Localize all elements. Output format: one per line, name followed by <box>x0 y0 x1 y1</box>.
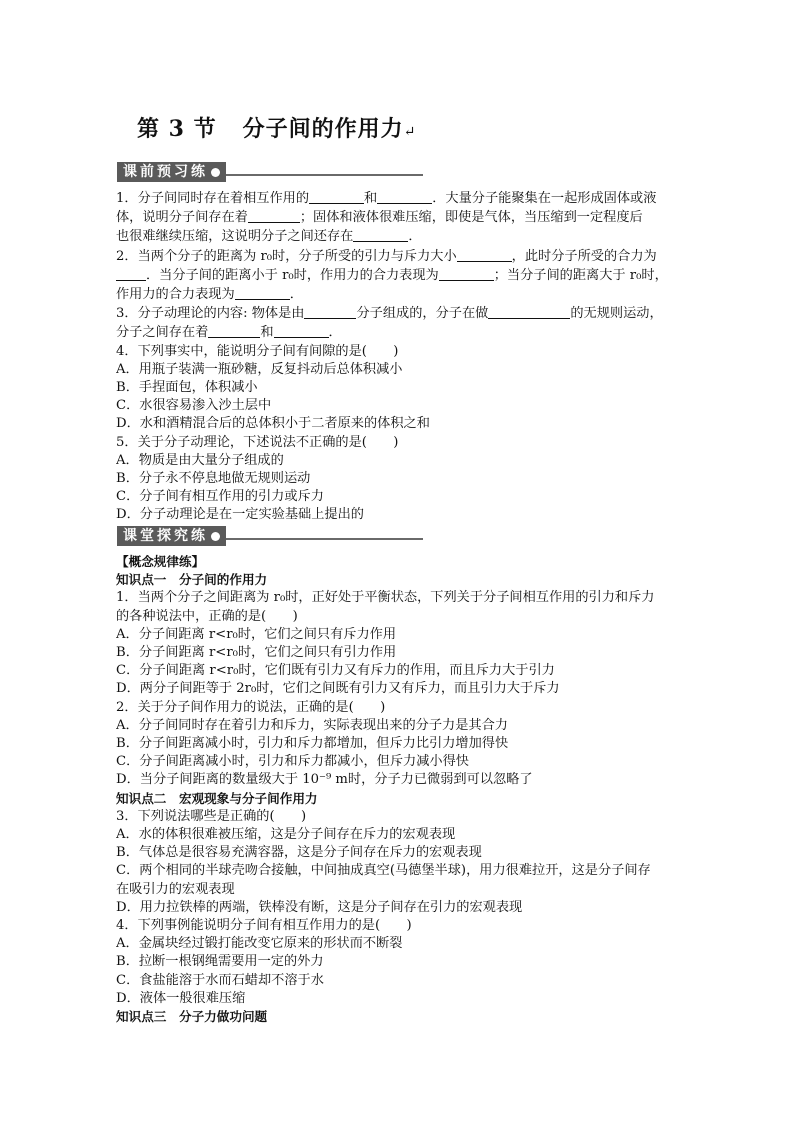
option-b[interactable]: B．气体总是很容易充满容器，这是分子间存在斥力的宏观表现 <box>116 845 482 861</box>
question-stem: 的各种说法中，正确的是( ) <box>116 608 298 624</box>
answer-blank[interactable] <box>116 266 146 281</box>
banner-tag <box>117 526 226 546</box>
dot-icon <box>211 168 220 177</box>
banner-rule <box>226 174 423 176</box>
option-c-continued[interactable]: 在吸引力的宏观表现 <box>116 881 235 897</box>
question-line: 分子之间存在着 和 ． <box>116 325 342 341</box>
section-name: 分子间的作用力 <box>242 116 404 142</box>
question-line: 体，说明分子间存在着 ；固体和液体很难压缩，即使是气体，当压缩到一定程度后 <box>116 210 643 226</box>
option-d[interactable]: D．液体一般很难压缩 <box>116 990 246 1006</box>
question-line: 也很难继续压缩，这说明分子之间还存在 ． <box>116 229 422 245</box>
knowledge-point-heading: 知识点三 分子力做功问题 <box>116 1009 268 1025</box>
pre-class-section <box>116 189 686 525</box>
question-stem: 1．当两个分子之间距离为 r₀时，正好处于平衡状态，下列关于分子间相互作用的引力和斥力 <box>116 590 655 606</box>
question-line: 3．分子动理论的内容: 物体是由 分子组成的，分子在做 的无规则运动， <box>116 306 663 322</box>
option-a[interactable]: A．分子间同时存在着引力和斥力，实际表现出来的分子力是其合力 <box>116 717 508 733</box>
answer-blank[interactable] <box>457 247 512 262</box>
answer-blank[interactable] <box>488 304 570 319</box>
answer-blank[interactable] <box>248 208 300 223</box>
question-line: 作用力的合力表现为 ． <box>116 287 303 303</box>
option-b[interactable]: B．分子间距离减小时，引力和斥力都增加，但斥力比引力增加得快 <box>116 736 509 752</box>
question-stem: 3．下列说法哪些是正确的( ) <box>116 808 307 824</box>
answer-blank[interactable] <box>439 266 494 281</box>
answer-blank[interactable] <box>274 323 329 338</box>
banner-rule <box>226 538 423 540</box>
option-a[interactable]: A．用瓶子装满一瓶砂糖，反复抖动后总体积减小 <box>116 361 403 377</box>
question-stem: 4．下列事例能说明分子间有相互作用力的是( ) <box>116 918 412 934</box>
in-class-section <box>116 553 686 1026</box>
question-line: ．当分子间的距离小于 r₀时，作用力的合力表现为 ；当分子间的距离大于 r₀时， <box>116 266 686 285</box>
option-b[interactable]: B．分子间距离 r<r₀时，它们之间只有引力作用 <box>116 645 397 661</box>
option-d[interactable]: D．分子动理论是在一定实验基础上提出的 <box>116 507 364 523</box>
option-a[interactable]: A．水的体积很难被压缩，这是分子间存在斥力的宏观表现 <box>116 827 456 843</box>
answer-blank[interactable] <box>353 227 408 242</box>
banner-label: 课堂探究练 <box>123 528 208 544</box>
dot-icon <box>211 532 220 541</box>
option-c[interactable]: C．水很容易渗入沙土层中 <box>116 398 272 414</box>
banner-pre-class <box>117 161 423 183</box>
option-c[interactable]: C．两个相同的半球壳吻合接触，中间抽成真空(马德堡半球)，用力很难拉开，这是分子间存 <box>116 863 651 879</box>
knowledge-point-heading: 知识点一 分子间的作用力 <box>116 572 268 588</box>
option-d[interactable]: D．两分子间距等于 2r₀时，它们之间既有引力又有斥力，而且引力大于斥力 <box>116 681 560 697</box>
return-mark: ↵ <box>403 124 417 140</box>
option-d[interactable]: D．用力拉铁棒的两端，铁棒没有断，这是分子间存在引力的宏观表现 <box>116 899 523 915</box>
knowledge-point-heading: 知识点二 宏观现象与分子间作用力 <box>116 790 318 806</box>
option-b[interactable]: B．手捏面包，体积减小 <box>116 380 258 396</box>
question-line: 2．当两个分子的距离为 r₀时，分子所受的引力与斥力大小 ，此时分子所受的合力为 <box>116 248 657 264</box>
option-c[interactable]: C．分子间距离 r<r₀时，它们既有引力又有斥力的作用，而且斥力大于引力 <box>116 663 555 679</box>
answer-blank[interactable] <box>309 189 364 204</box>
section-number: 第 3 节 <box>137 116 217 142</box>
option-b[interactable]: B．拉断一根钢绳需要用一定的外力 <box>116 954 324 970</box>
page-title <box>137 112 416 143</box>
banner-label: 课前预习练 <box>123 164 208 180</box>
option-a[interactable]: A．物质是由大量分子组成的 <box>116 452 284 468</box>
banner-tag <box>117 162 226 182</box>
answer-blank[interactable] <box>235 285 290 300</box>
question-stem: 5．关于分子动理论，下述说法不正确的是( ) <box>116 434 399 450</box>
option-d[interactable]: D．当分子间距离的数量级大于 10⁻⁹ m时，分子力已微弱到可以忽略了 <box>116 772 533 788</box>
question-line: 1．分子间同时存在着相互作用的 和 ．大量分子能聚集在一起形成固体或液 <box>116 191 657 206</box>
option-b[interactable]: B．分子永不停息地做无规则运动 <box>116 471 311 487</box>
option-a[interactable]: A．金属块经过锻打能改变它原来的形状而不断裂 <box>116 936 403 952</box>
answer-blank[interactable] <box>377 189 432 204</box>
answer-blank[interactable] <box>208 323 260 338</box>
banner-in-class <box>117 525 423 547</box>
question-stem: 2．关于分子间作用力的说法，正确的是( ) <box>116 699 386 715</box>
option-c[interactable]: C．分子间有相互作用的引力或斥力 <box>116 489 324 505</box>
question-stem: 4．下列事实中，能说明分子间有间隙的是( ) <box>116 343 399 359</box>
option-d[interactable]: D．水和酒精混合后的总体积小于二者原来的体积之和 <box>116 416 430 432</box>
option-c[interactable]: C．分子间距离减小时，引力和斥力都减小，但斥力减小得快 <box>116 754 469 770</box>
answer-blank[interactable] <box>304 304 356 319</box>
group-heading: 【概念规律练】 <box>116 554 205 569</box>
option-c[interactable]: C．食盐能溶于水而石蜡却不溶于水 <box>116 972 324 988</box>
option-a[interactable]: A．分子间距离 r<r₀时，它们之间只有斥力作用 <box>116 626 397 642</box>
